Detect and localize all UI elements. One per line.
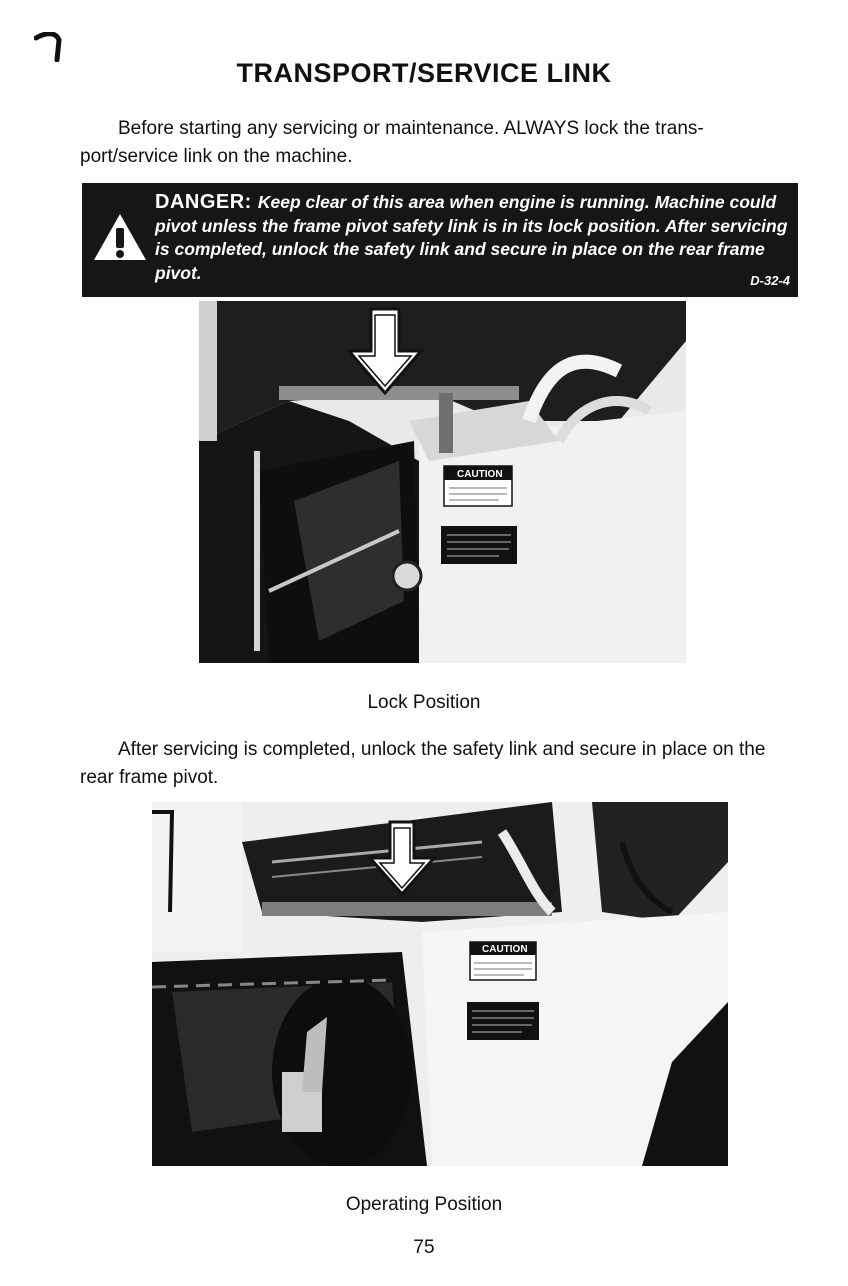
danger-message	[155, 191, 788, 285]
intro-paragraph	[80, 115, 800, 171]
lock-position-photo	[199, 301, 686, 663]
operating-position-photo	[152, 802, 728, 1166]
page-title: TRANSPORT/SERVICE LINK	[236, 58, 612, 88]
danger-heading: DANGER:	[155, 191, 252, 213]
after-paragraph	[80, 736, 800, 792]
intro-text: Before starting any servicing or maintenance. ALWAYS lock the trans-port/service link on the machine.	[80, 118, 704, 167]
warning-triangle-icon	[91, 211, 149, 263]
danger-text: Keep clear of this area when engine is running. Machine could pivot unless the frame pivot safety link is in its lock position. After servicing is completed, unlock the safety link and secure in place on the rear frame pivot.	[155, 192, 788, 283]
caution-decal-label-2: CAUTION	[482, 944, 528, 955]
operating-position-caption: Operating Position	[345, 1194, 503, 1215]
danger-code: D-32-4	[750, 273, 790, 288]
lock-position-caption: Lock Position	[367, 692, 481, 713]
page-number: 75	[413, 1237, 435, 1258]
after-text: After servicing is completed, unlock the safety link and secure in place on the rear frame pivot.	[80, 739, 766, 788]
caution-decal-label: CAUTION	[457, 469, 503, 480]
danger-box	[82, 183, 798, 297]
